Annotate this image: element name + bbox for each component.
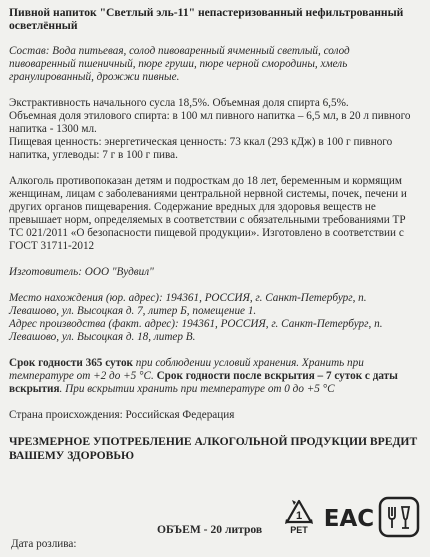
alcohol-info: Объемная доля этилового спирта: в 100 мл пивного напитка – 6,5 мл, в 20 л пивного напитка - 1300 мл. xyxy=(9,110,411,135)
production-address: Адрес производства (факт. адрес): 194361, РОССИЯ, г. Санкт-Петербург, п. Левашово, ул. Высоцкая д. 18, литер В. xyxy=(9,318,383,343)
shelf-life-opened-conditions: . При вскрытии хранить при температуре от 0 до +5 °С xyxy=(59,383,335,395)
shelf-life-conditions: при соблюдении условий хранения. Хранить при температуре от +2 до +5 °С. xyxy=(9,357,364,382)
recycle-number: 1 xyxy=(295,510,303,522)
shelf-life xyxy=(9,357,418,396)
bottling-date-label: Дата розлива: xyxy=(11,538,77,550)
nutrition-info: Пищевая ценность: энергетическая ценность: 73 ккал (293 кДж) в 100 г пивного напитка, углеводы: 7 г в 100 г пива. xyxy=(9,136,393,161)
manufacturer: Изготовитель: ООО "Вудвил" xyxy=(9,266,154,278)
country-origin: Страна происхождения: Российская Федерация xyxy=(9,409,235,421)
volume: ОБЪЕМ - 20 литров xyxy=(157,523,263,536)
eac-mark-icon xyxy=(323,501,375,532)
legal-address: Место нахождения (юр. адрес): 194361, РОССИЯ, г. Санкт-Петербург, п. Левашово, ул. Высоцкая д. 7, литер Б, помещение 1. xyxy=(9,292,367,317)
recycle-code: PET xyxy=(290,525,308,535)
contraindication-text: Алкоголь противопоказан детям и подросткам до 18 лет, беременным и кормящим женщинам, лицам с заболеваниями центральной нервной системы, почек, печени и других органов пищеварения. Содержание вредных для здоровья веществ не превышает норм, определяемых в соответствии с обязательными требованиями ТР ТС 021/2011 «О безопасности пищевой продукции». Изготовлено в соответствии с ГОСТ 31711-2012 xyxy=(9,175,407,252)
eac-text: EAC xyxy=(323,506,375,532)
shelf-life-opened: Срок годности после вскрытия – 7 суток с даты вскрытия xyxy=(9,370,398,395)
composition: Состав: Вода питьевая, солод пивоваренный ячменный светлый, солод пивоваренный пшеничный, пюре груши, пюре черной смородины, хмель гранулированный, дрожжи пивные. xyxy=(9,45,350,83)
shelf-life-main: Срок годности 365 суток xyxy=(9,357,133,369)
food-contact-icon xyxy=(378,496,420,538)
product-title: Пивной напиток "Светлый эль-11" непастеризованный нефильтрованный осветлённый xyxy=(9,6,404,32)
recycle-pet-icon xyxy=(279,496,319,536)
health-warning: ЧРЕЗМЕРНОЕ УПОТРЕБЛЕНИЕ АЛКОГОЛЬНОЙ ПРОДУКЦИИ ВРЕДИТ ВАШЕМУ ЗДОРОВЬЮ xyxy=(9,435,418,462)
extract-info: Экстрактивность начального сусла 18,5%. Объемная доля спирта 6,5%. xyxy=(9,97,349,109)
label-footer xyxy=(0,496,430,557)
